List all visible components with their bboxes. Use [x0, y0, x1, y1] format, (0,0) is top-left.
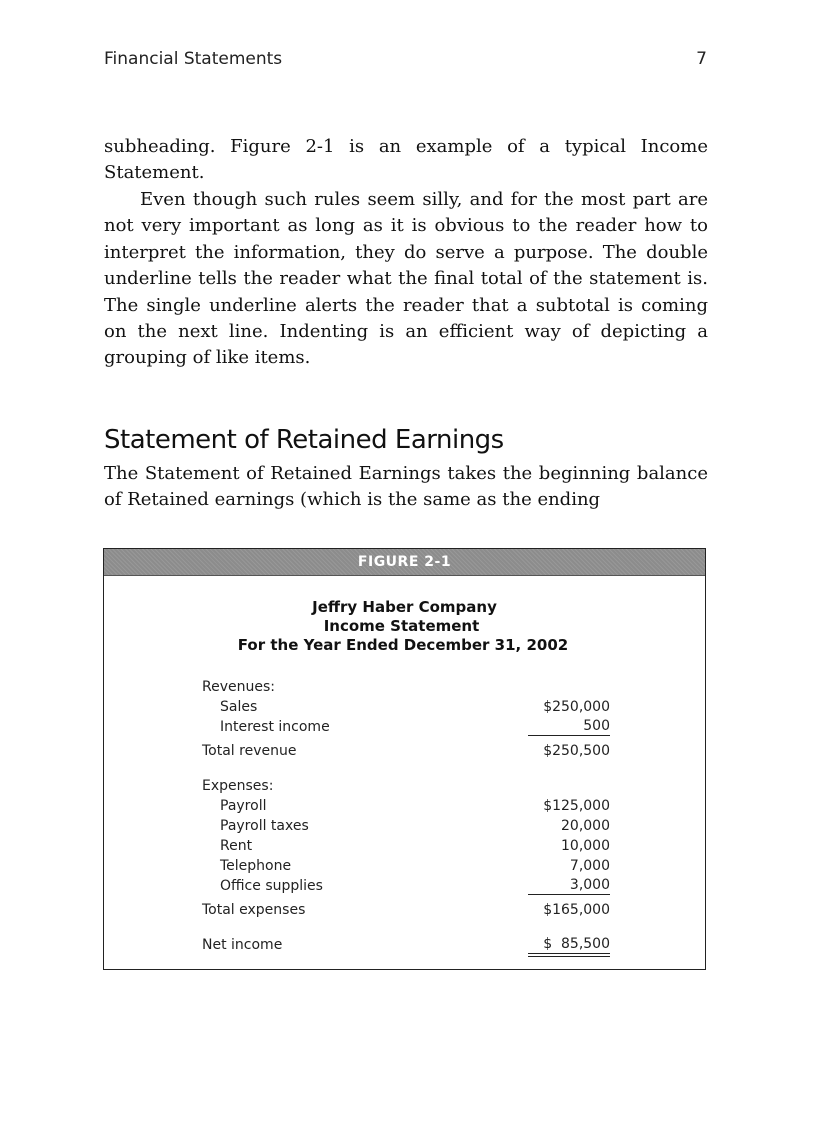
- telephone-label: Telephone: [220, 858, 292, 874]
- payroll-taxes-amount: 20,000: [561, 818, 610, 834]
- table-row: [202, 935, 610, 955]
- figure-label: FIGURE 2-1: [104, 549, 705, 576]
- table-row: [202, 856, 610, 876]
- paragraph-continuation: [104, 134, 708, 187]
- expenses-header: Expenses:: [202, 778, 274, 794]
- table-row: [202, 776, 610, 796]
- statement-table: [202, 677, 610, 955]
- section-heading: Statement of Retained Earnings: [104, 425, 504, 455]
- sales-amount: $250,000: [543, 699, 610, 715]
- page-number: 7: [696, 49, 707, 69]
- paragraph-text: subheading. Figure 2-1 is an example of a typical Income Statement.: [104, 136, 708, 184]
- paragraph-text: The Statement of Retained Earnings takes the beginning balance of Retained earnings (which is the same as the ending: [104, 463, 708, 511]
- net-income-label: Net income: [202, 937, 283, 953]
- interest-income-amount: 500: [528, 717, 610, 736]
- company-name: Jeffry Haber Company: [312, 598, 497, 616]
- table-row: [202, 816, 610, 836]
- paragraph-text: Even though such rules seem silly, and for the most part are not very important as long as it is obvious to the reader how to interpret the information, they do serve a purpose. The double underline tells the reader what the final total of the statement is. The single underline alerts the reader that a subtotal is coming on the next line. Indenting is an efficient way of depicting a grouping of like items.: [104, 189, 708, 369]
- running-head: [104, 49, 707, 73]
- statement-period: For the Year Ended December 31, 2002: [237, 636, 569, 654]
- table-row: [202, 876, 610, 896]
- table-row: [202, 697, 610, 717]
- paragraph-retained-earnings: [104, 461, 708, 514]
- table-row: [202, 717, 610, 737]
- payroll-taxes-label: Payroll taxes: [220, 818, 309, 834]
- office-supplies-label: Office supplies: [220, 878, 323, 894]
- total-revenue-amount: $250,500: [543, 743, 610, 759]
- revenues-header: Revenues:: [202, 679, 275, 695]
- telephone-amount: 7,000: [569, 858, 610, 874]
- table-row: [202, 741, 610, 761]
- rent-label: Rent: [220, 838, 253, 854]
- table-row: [202, 836, 610, 856]
- paragraph-rules: [104, 187, 708, 372]
- figure-income-statement: [103, 548, 706, 970]
- table-row: [202, 796, 610, 816]
- statement-title: Income Statement: [323, 617, 480, 635]
- office-supplies-amount: 3,000: [528, 876, 610, 895]
- payroll-label: Payroll: [220, 798, 267, 814]
- table-row: [202, 677, 610, 697]
- total-expenses-amount: $165,000: [543, 902, 610, 918]
- total-revenue-label: Total revenue: [202, 743, 297, 759]
- statement-heading: [104, 598, 705, 655]
- total-expenses-label: Total expenses: [202, 902, 306, 918]
- sales-label: Sales: [220, 699, 258, 715]
- payroll-amount: $125,000: [543, 798, 610, 814]
- table-row: [202, 900, 610, 920]
- net-income-amount: $ 85,500: [528, 935, 610, 957]
- rent-amount: 10,000: [561, 838, 610, 854]
- running-head-title: Financial Statements: [104, 49, 283, 69]
- interest-income-label: Interest income: [220, 719, 330, 735]
